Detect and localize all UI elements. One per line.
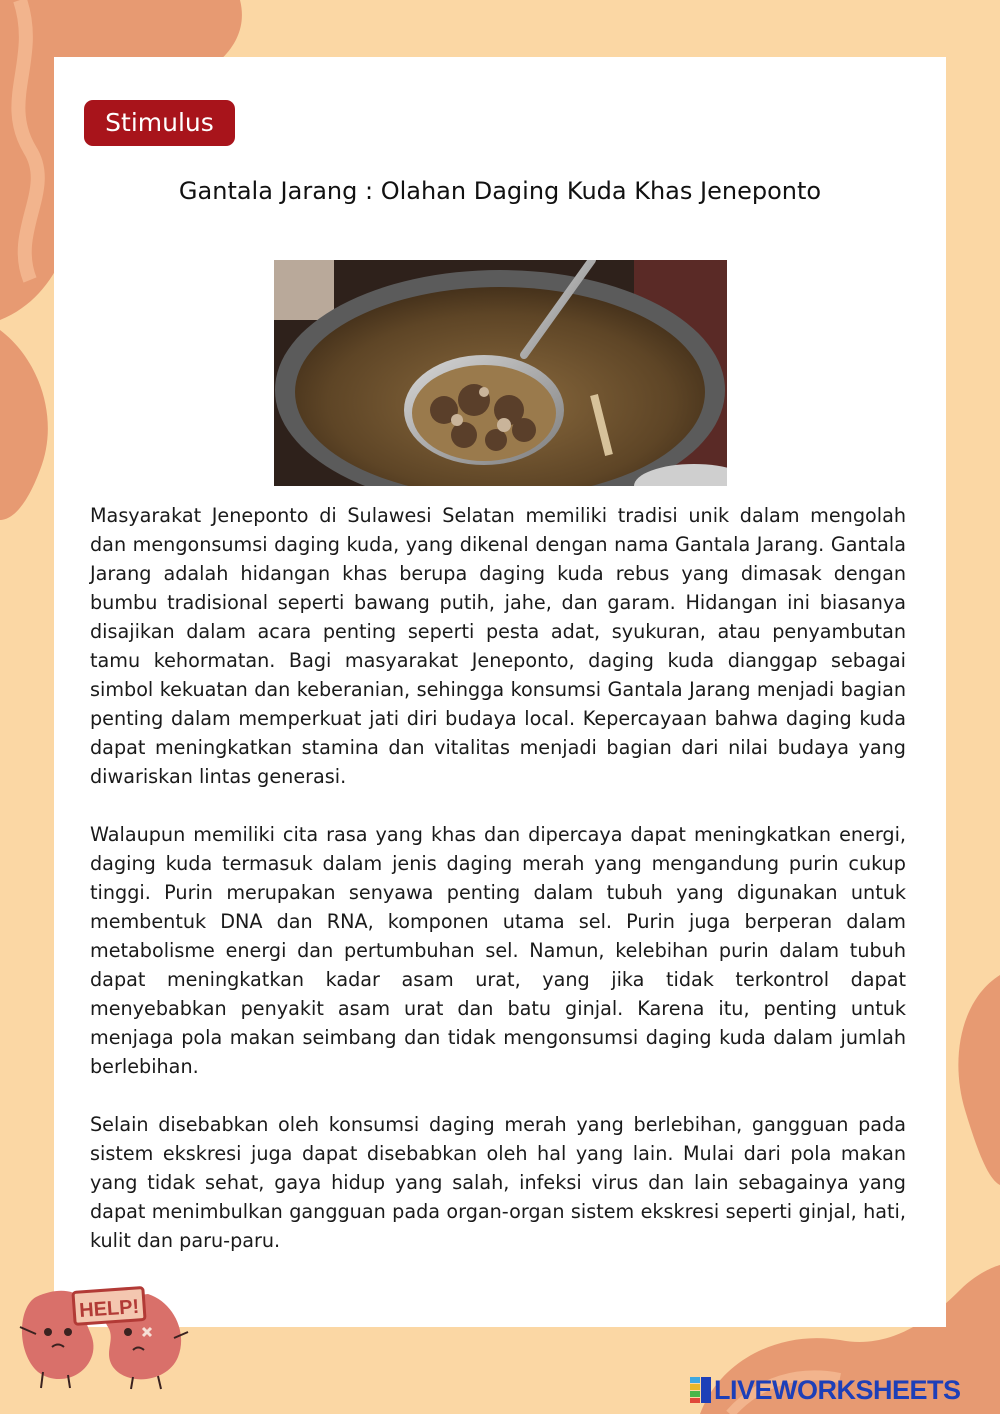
page-title: Gantala Jarang : Olahan Daging Kuda Khas Jeneponto xyxy=(178,177,822,205)
stimulus-text xyxy=(90,501,906,1284)
liveworksheets-brand xyxy=(690,1374,961,1406)
paragraph-1: Masyarakat Jeneponto di Sulawesi Selatan memiliki tradisi unik dalam mengolah dan mengonsumsi daging kuda, yang dikenal dengan nama Gantala Jarang. Gantala Jarang adalah hidangan khas berupa daging kuda rebus yang dimasak dengan bumbu tradisional seperti bawang putih, jahe, dan garam. Hidangan ini biasanya disajikan dalam acara penting seperti pesta adat, syukuran, atau penyambutan tamu kehormatan. Bagi masyarakat Jeneponto, daging kuda dianggap sebagai simbol kekuatan dan keberanian, sehingga konsumsi Gantala Jarang menjadi bagian penting dalam memperkuat jati diri budaya local. Kepercayaan bahwa daging kuda dapat meningkatkan stamina dan vitalitas menjadi bagian dari nilai budaya yang diwariskan lintas generasi. xyxy=(90,504,906,788)
paragraph-2: Walaupun memiliki cita rasa yang khas dan dipercaya dapat meningkatkan energi, daging kuda termasuk dalam jenis daging merah yang mengandung purin cukup tinggi. Purin merupakan senyawa penting dalam tubuh yang digunakan untuk membentuk DNA dan RNA, komponen utama sel. Purin juga berperan dalam metabolisme energi dan pertumbuhan sel. Namun, kelebihan purin dalam tubuh dapat meningkatkan kadar asam urat, yang jika tidak terkontrol dapat menyebabkan penyakit asam urat dan batu ginjal. Karena itu, penting untuk menjaga pola makan seimbang dan tidak mengonsumsi daging kuda dalam jumlah berlebihan. xyxy=(90,823,906,1078)
stimulus-badge: Stimulus xyxy=(84,100,235,146)
stimulus-card xyxy=(54,57,946,1327)
liveworksheets-wordmark: LIVEWORKSHEETS xyxy=(714,1374,961,1405)
gantala-jarang-photo xyxy=(274,260,727,486)
liveworksheets-logo-icon xyxy=(690,1377,712,1403)
paragraph-3: Selain disebabkan oleh konsumsi daging merah yang berlebihan, gangguan pada sistem ekskresi juga dapat disebabkan oleh hal yang lain. Mulai dari pola makan yang tidak sehat, gaya hidup yang salah, infeksi virus dan lain sebagainya yang dapat menimbulkan gangguan pada organ-organ sistem ekskresi seperti ginjal, hati, kulit dan paru-paru. xyxy=(90,1113,906,1252)
kidney-help-illustration xyxy=(8,1272,198,1392)
help-sign-text: HELP! xyxy=(78,1295,140,1322)
